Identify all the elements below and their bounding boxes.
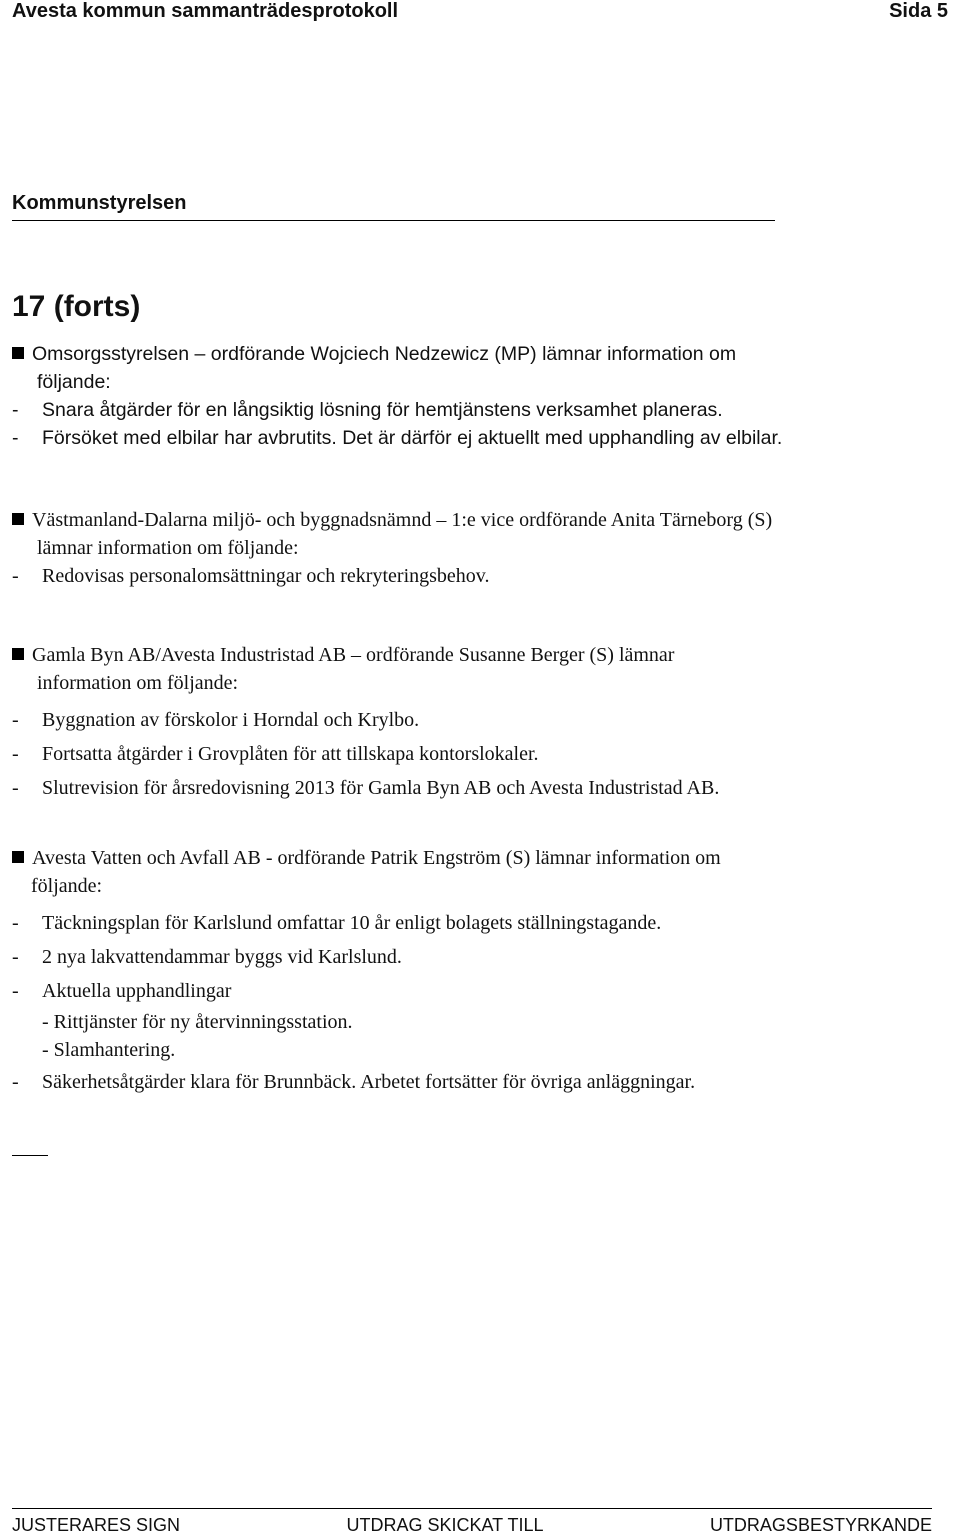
footer-sent: UTDRAG SKICKAT TILL	[346, 1515, 544, 1535]
sub-list-item: - Rittjänster för ny återvinningsstation.	[42, 1011, 353, 1033]
block-lead: Avesta Vatten och Avfall AB - ordförande Patrik Engström (S) lämnar information om	[12, 844, 721, 872]
sub-list-item: - Slamhantering.	[42, 1039, 176, 1061]
block-lead-cont: följande:	[37, 371, 111, 393]
list-item: - Byggnation av förskolor i Horndal och Krylbo.	[12, 709, 420, 731]
block-lead: Omsorgsstyrelsen – ordförande Wojciech Nedzewicz (MP) lämnar information om	[12, 340, 782, 368]
block-lead-cont: lämnar information om följande:	[37, 537, 299, 559]
document-title: Avesta kommun sammanträdesprotokoll	[12, 0, 399, 22]
list-item: - Täckningsplan för Karlslund omfattar 10 år enligt bolagets ställningstagande.	[12, 912, 662, 934]
paragraph-number: 17 (forts)	[12, 290, 141, 323]
page-number: Sida 5	[889, 0, 948, 22]
page-header	[12, 0, 948, 26]
paragraph-end-rule	[12, 1155, 48, 1156]
bullet-icon	[12, 513, 24, 525]
footer-rule	[12, 1508, 932, 1509]
footer-certified: UTDRAGSBESTYRKANDE	[709, 1515, 932, 1535]
block-lead: Västmanland-Dalarna miljö- och byggnadsnämnd – 1:e vice ordförande Anita Tärneborg (S)	[12, 506, 772, 534]
footer-sign: JUSTERARES SIGN	[12, 1515, 181, 1535]
bullet-icon	[12, 648, 24, 660]
bullet-icon	[12, 347, 24, 359]
info-block-vatten	[12, 844, 721, 1100]
section-underline	[12, 220, 775, 221]
info-block-miljo	[12, 506, 772, 590]
list-item: - Snara åtgärder för en långsiktig lösning för hemtjänstens verksamhet planeras.	[12, 399, 723, 421]
list-item: - 2 nya lakvattendammar byggs vid Karlslund.	[12, 946, 402, 968]
list-item: - Aktuella upphandlingar	[12, 980, 232, 1002]
list-item: - Redovisas personalomsättningar och rekryteringsbehov.	[12, 565, 490, 587]
list-item: - Försöket med elbilar har avbrutits. Det är därför ej aktuellt med upphandling av elbilar.	[12, 427, 783, 449]
info-block-omsorg	[12, 340, 782, 452]
info-block-gamla-byn	[12, 641, 719, 805]
block-lead: Gamla Byn AB/Avesta Industristad AB – ordförande Susanne Berger (S) lämnar	[12, 641, 719, 669]
list-item: - Slutrevision för årsredovisning 2013 för Gamla Byn AB och Avesta Industristad AB.	[12, 777, 720, 799]
list-item: - Fortsatta åtgärder i Grovplåten för att tillskapa kontorslokaler.	[12, 743, 539, 765]
section-title: Kommunstyrelsen	[12, 192, 187, 214]
page-footer	[12, 1515, 932, 1536]
block-lead-cont: följande:	[31, 875, 103, 897]
block-lead-cont: information om följande:	[37, 672, 239, 694]
bullet-icon	[12, 851, 24, 863]
list-item: - Säkerhetsåtgärder klara för Brunnbäck. Arbetet fortsätter för övriga anläggningar.	[12, 1071, 696, 1093]
